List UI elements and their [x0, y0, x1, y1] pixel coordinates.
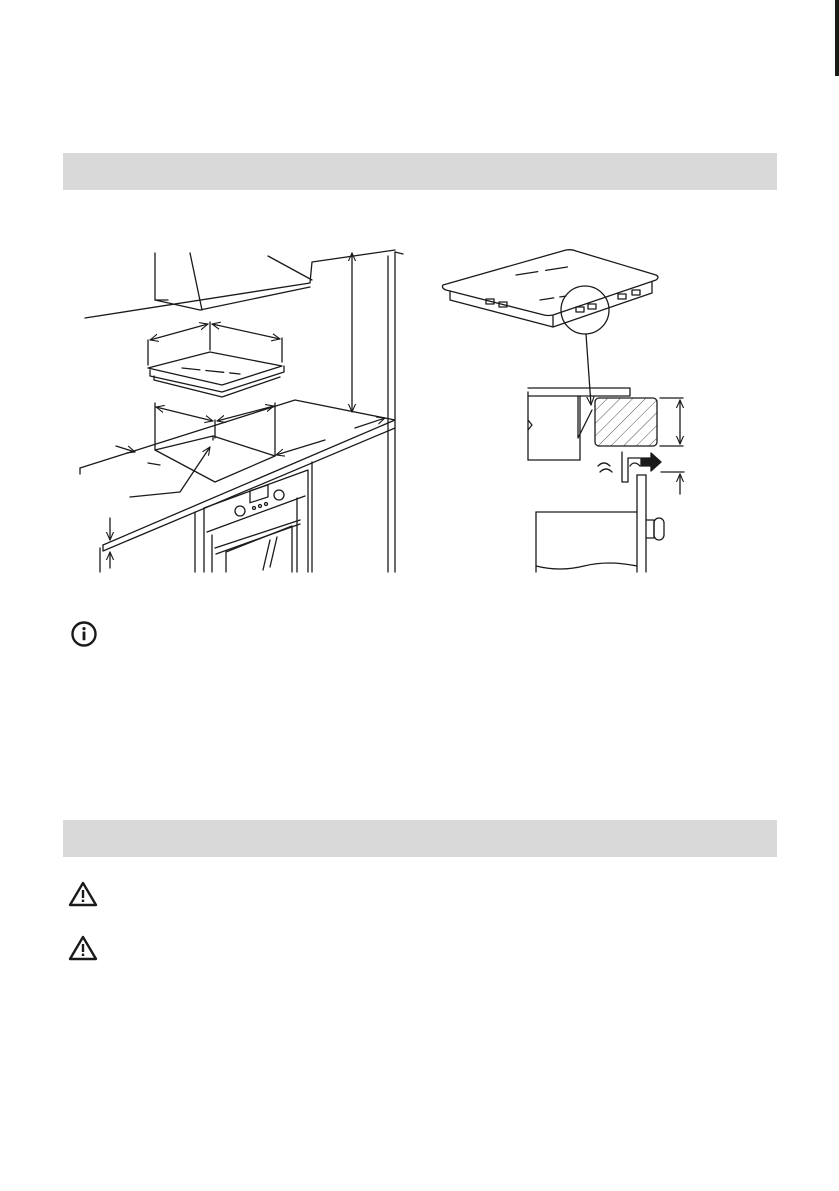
warning-triangle-icon: [68, 880, 98, 908]
warning-triangle-icon: [68, 934, 98, 962]
info-circle-icon: [70, 620, 98, 648]
kitchen-cutout-drawing: [80, 250, 403, 572]
hob-clamp-detail-drawing: [442, 250, 684, 572]
section-header-bar-2: [63, 820, 777, 857]
